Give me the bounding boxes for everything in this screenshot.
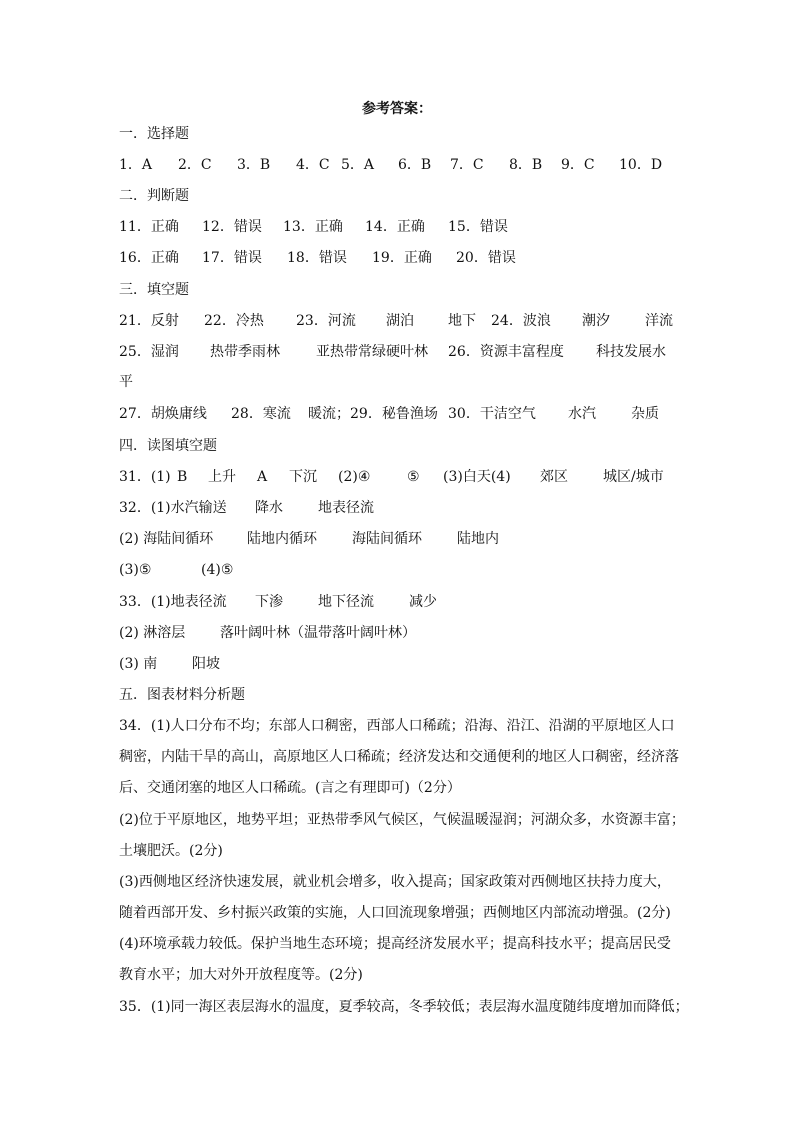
- fill-answer: 地下: [448, 313, 476, 329]
- section-heading-map-reading: 四．读图填空题: [119, 438, 217, 454]
- fill-answer: 24．波浪: [491, 313, 551, 329]
- q34-text-line: (2)位于平原地区，地势平坦；亚热带季风气候区，气候温暖湿润；河湖众多，水资源丰富；: [119, 812, 685, 828]
- q31-part: 郊区: [540, 469, 568, 485]
- q32-part: (2) 海陆间循环: [119, 531, 214, 547]
- mc-answer: 2．C: [178, 157, 212, 173]
- q34-text-line: (4)环境承载力较低。保护当地生态环境；提高经济发展水平；提高科技水平；提高居民受: [119, 936, 671, 952]
- tf-answer: 12．错误: [202, 219, 262, 235]
- fill-answer: 25．湿润: [119, 344, 179, 360]
- tf-answer: 19．正确: [372, 250, 432, 266]
- tf-answer: 17．错误: [202, 250, 262, 266]
- fill-answer: 27．胡焕庸线: [119, 406, 207, 422]
- q34-text-line: 稠密，内陆干旱的高山，高原地区人口稀疏；经济发达和交通便利的地区人口稠密，经济落: [119, 749, 679, 765]
- q32-part: 降水: [255, 500, 283, 516]
- q34-text-line: 后、交通闭塞的地区人口稀疏。(言之有理即可)（2分）: [119, 780, 461, 796]
- q34-text-line: (3)西侧地区经济快速发展，就业机会增多，收入提高；国家政策对西侧地区扶持力度大，: [119, 874, 671, 890]
- q33-part: 阳坡: [192, 656, 220, 672]
- fill-answer: 潮汐: [582, 313, 610, 329]
- q32-part: (4)⑤: [201, 562, 234, 578]
- q34-text-line: 土壤肥沃。(2分): [119, 843, 223, 859]
- mc-answer: 5．A: [341, 157, 375, 173]
- q34-text-line: 教育水平；加大对外开放程度等。(2分): [119, 967, 363, 983]
- fill-answer: 热带季雨林: [210, 344, 280, 360]
- q31-part: (3)白天(4): [443, 469, 511, 485]
- q31-part: (2)④: [338, 469, 371, 485]
- tf-answer: 13．正确: [283, 219, 343, 235]
- fill-answer: 亚热带常绿硬叶林: [316, 344, 428, 360]
- mc-answer: 6．B: [398, 157, 432, 173]
- tf-answer: 11．正确: [119, 219, 179, 235]
- mc-answer: 8．B: [509, 157, 543, 173]
- section-heading-true-false: 二．判断题: [119, 188, 189, 204]
- fill-answer: 洋流: [645, 313, 673, 329]
- section-heading-multiple-choice: 一．选择题: [119, 126, 189, 142]
- q32-part: (3)⑤: [119, 562, 152, 578]
- q33-part: (3) 南: [119, 656, 158, 672]
- fill-answer: 26．资源丰富程度: [448, 344, 564, 360]
- q34-text-line: 随着西部开发、乡村振兴政策的实施，人口回流现象增强；西侧地区内部流动增强。(2分): [119, 905, 671, 921]
- q31-part: 下沉: [289, 469, 317, 485]
- q31-part: 城区/城市: [603, 469, 664, 485]
- fill-answer: 28．寒流: [231, 406, 291, 422]
- q33-part: 落叶阔叶林（温带落叶阔叶林）: [220, 625, 416, 641]
- mc-answer: 1．A: [119, 157, 153, 173]
- q32-part: 陆地内: [457, 531, 499, 547]
- tf-answer: 18．错误: [287, 250, 347, 266]
- mc-answer: 3．B: [237, 157, 271, 173]
- q31-part: 31．(1): [119, 469, 171, 485]
- q32-part: 地表径流: [318, 500, 374, 516]
- tf-answer: 14．正确: [365, 219, 425, 235]
- fill-answer: 暖流；29．秘鲁渔场: [308, 406, 438, 422]
- fill-answer: 杂质: [631, 406, 659, 422]
- fill-answer: 科技发展水: [596, 344, 666, 360]
- fill-answer: 水汽: [568, 406, 596, 422]
- section-heading-analysis: 五．图表材料分析题: [119, 687, 245, 703]
- page-title: 参考答案：: [362, 101, 432, 117]
- q31-part: B: [177, 469, 188, 485]
- q35-text-line: 35．(1)同一海区表层海水的温度，夏季较高，冬季较低；表层海水温度随纬度增加而降低；: [119, 999, 689, 1015]
- tf-answer: 15．错误: [448, 219, 508, 235]
- tf-answer: 16．正确: [119, 250, 179, 266]
- q31-part: A: [257, 469, 268, 485]
- fill-answer: 23．河流: [296, 313, 356, 329]
- tf-answer: 20．错误: [456, 250, 516, 266]
- mc-answer: 7．C: [450, 157, 484, 173]
- q32-part: 陆地内循环: [247, 531, 317, 547]
- mc-answer: 4．C: [296, 157, 330, 173]
- fill-answer: 21．反射: [119, 313, 179, 329]
- q33-part: 33．(1)地表径流: [119, 594, 227, 610]
- q33-part: 下渗: [255, 594, 283, 610]
- q33-part: 地下径流: [318, 594, 374, 610]
- section-heading-fill-in: 三．填空题: [119, 282, 189, 298]
- q34-text-line: 34．(1)人口分布不均；东部人口稠密，西部人口稀疏；沿海、沿江、沿湖的平原地区人口: [119, 718, 675, 734]
- fill-answer: 30．干洁空气: [448, 406, 536, 422]
- q32-part: 海陆间循环: [352, 531, 422, 547]
- fill-answer: 湖泊: [386, 313, 414, 329]
- mc-answer: 10．D: [619, 157, 663, 173]
- q31-part: 上升: [208, 469, 236, 485]
- fill-answer-wrap: 平: [119, 374, 133, 390]
- fill-answer: 22．冷热: [204, 313, 264, 329]
- q33-part: (2) 淋溶层: [119, 625, 186, 641]
- mc-answer: 9．C: [561, 157, 595, 173]
- q33-part: 减少: [409, 594, 437, 610]
- q32-part: 32．(1)水汽输送: [119, 500, 227, 516]
- q31-part: ⑤: [407, 469, 420, 485]
